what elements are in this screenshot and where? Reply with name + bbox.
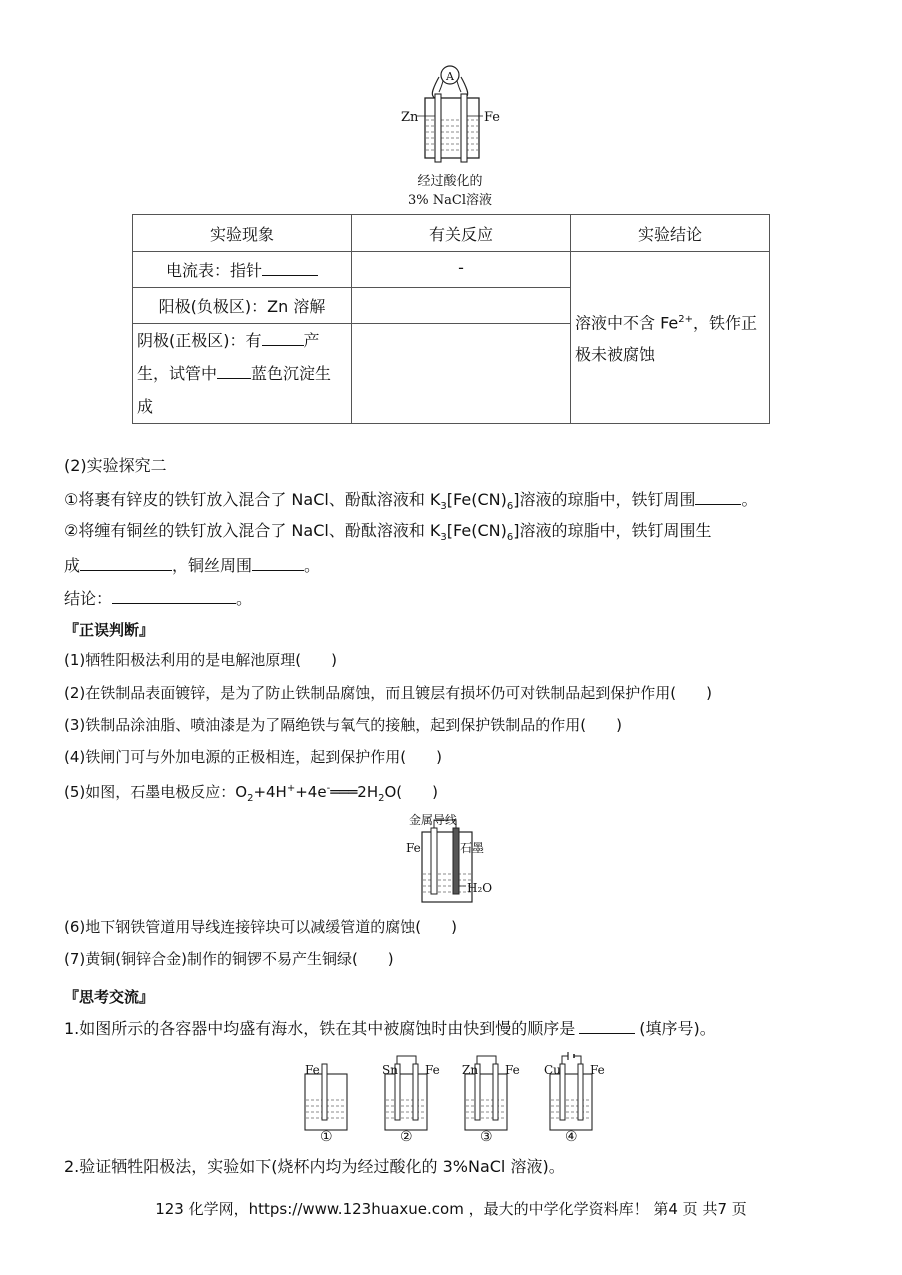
beaker4-number: ④ bbox=[565, 1129, 578, 1145]
metal-wire-label: 金属导线 bbox=[409, 813, 458, 827]
cathode-text-e: 成 bbox=[137, 397, 154, 416]
item2-sub1: 3 bbox=[440, 532, 447, 544]
beaker1-left-label: Fe bbox=[305, 1063, 320, 1077]
answer-blank bbox=[695, 488, 741, 505]
phenomenon-cell bbox=[133, 324, 352, 424]
explore2-title: (2)实验探究二 bbox=[64, 456, 167, 475]
item5-sup2: - bbox=[326, 783, 331, 794]
item5-a: (5)如图，石墨电极反应：O bbox=[64, 783, 248, 801]
beaker3-number: ③ bbox=[480, 1129, 493, 1145]
judge-item-2: (2)在铁制品表面镀锌，是为了防止铁制品腐蚀，而且镀层有损坏仍可对铁制品起到保护作用( ) bbox=[64, 684, 712, 702]
phenomenon-cell: 阳极(负极区)：Zn 溶解 bbox=[133, 288, 352, 324]
cathode-text-b: 产 bbox=[303, 331, 320, 350]
item1-text-c: ]溶液的琼脂中，铁钉周围 bbox=[513, 490, 696, 509]
item1-sub2: 6 bbox=[506, 501, 514, 513]
table-row bbox=[133, 252, 770, 288]
item5-e: O( ) bbox=[384, 783, 438, 801]
q1-text-a: 1.如图所示的各容器中均盛有海水，铁在其中被腐蚀时由快到慢的顺序是 bbox=[64, 1019, 576, 1038]
header-reaction: 有关反应 bbox=[352, 215, 571, 252]
reaction-cell: - bbox=[352, 252, 571, 288]
item5-c: +4e bbox=[295, 783, 327, 801]
judge-item-3: (3)铁制品涂油脂、喷油漆是为了隔绝铁与氧气的接触，起到保护铁制品的作用( ) bbox=[64, 716, 622, 734]
caption-line-1: 经过酸化的 bbox=[417, 174, 483, 189]
item5-sup1: + bbox=[286, 783, 296, 794]
beaker3-left-label: Zn bbox=[462, 1063, 479, 1077]
item1-end: 。 bbox=[741, 490, 758, 509]
conclusion-sup: 2+ bbox=[678, 313, 694, 325]
beaker1-number: ① bbox=[320, 1129, 333, 1145]
explore2-item2 bbox=[64, 521, 711, 548]
conclusion-cell bbox=[571, 252, 770, 424]
table-header-row bbox=[133, 215, 770, 252]
beaker4-left-label: Cu bbox=[544, 1063, 561, 1077]
item2-line2-b: ，铜丝周围 bbox=[172, 556, 253, 575]
beaker2-number: ② bbox=[400, 1129, 413, 1145]
water-label: H₂O bbox=[467, 881, 493, 895]
explore2-item1 bbox=[64, 488, 757, 517]
cathode-text-a: 阴极(正极区)：有 bbox=[137, 331, 262, 350]
item5-d: ═══2H bbox=[330, 783, 379, 801]
ammeter-label: A bbox=[446, 70, 454, 83]
item1-text-b: [Fe(CN) bbox=[446, 490, 507, 509]
judge-item-5 bbox=[64, 779, 438, 809]
judge-section-title: 『正误判断』 bbox=[64, 621, 155, 639]
page-footer: 123 化学网，https://www.123huaxue.com ，最大的中学化学资料库！ 第4 页 共7 页 bbox=[155, 1200, 747, 1218]
experiment-table bbox=[132, 214, 770, 424]
item2-line2-end: 。 bbox=[304, 556, 321, 575]
item2-text-a: ②将缠有铜丝的铁钉放入混合了 NaCl、酚酞溶液和 K bbox=[64, 521, 441, 540]
graphite-label: 石墨 bbox=[460, 841, 485, 855]
item2-text-b: [Fe(CN) bbox=[446, 521, 507, 540]
item5-sub2: 2 bbox=[378, 793, 385, 804]
judge-item-4: (4)铁闸门可与外加电源的正极相连，起到保护作用( ) bbox=[64, 748, 442, 766]
header-conclusion: 实验结论 bbox=[571, 215, 770, 252]
fe-electrode-label: Fe bbox=[484, 110, 501, 125]
answer-blank bbox=[80, 554, 172, 571]
header-phenomenon: 实验现象 bbox=[133, 215, 352, 252]
figure1-caption bbox=[390, 170, 510, 208]
conclusion-label: 结论： bbox=[64, 589, 113, 608]
answer-blank bbox=[217, 362, 251, 379]
cathode-text-d: 蓝色沉淀生 bbox=[251, 364, 332, 383]
reaction-cell bbox=[352, 288, 571, 324]
answer-blank bbox=[262, 259, 318, 276]
conclusion-text-a: 溶液中不含 Fe bbox=[575, 313, 679, 333]
answer-blank bbox=[252, 554, 304, 571]
beaker2-left-label: Sn bbox=[382, 1063, 398, 1077]
conclusion-text-b: ，铁作正 bbox=[693, 313, 758, 333]
ammeter-text: 电流表：指针 bbox=[165, 261, 262, 280]
beaker2-right-label: Fe bbox=[425, 1063, 440, 1077]
answer-blank bbox=[579, 1017, 635, 1034]
think-question-2: 2.验证牺牲阳极法，实验如下(烧杯内均为经过酸化的 3%NaCl 溶液)。 bbox=[64, 1157, 565, 1176]
beaker4-right-label: Fe bbox=[590, 1063, 605, 1077]
judge-item-6: (6)地下钢铁管道用导线连接锌块可以减缓管道的腐蚀( ) bbox=[64, 918, 457, 936]
item1-text-a: ①将裹有锌皮的铁钉放入混合了 NaCl、酚酞溶液和 K bbox=[64, 490, 441, 509]
explore2-conclusion bbox=[64, 587, 252, 609]
cathode-text-c: 生，试管中 bbox=[137, 364, 218, 383]
think-question-1 bbox=[64, 1017, 716, 1039]
item2-sub2: 6 bbox=[506, 532, 514, 544]
judge-item-1: (1)牺牲阳极法利用的是电解池原理( ) bbox=[64, 651, 337, 669]
beaker3-right-label: Fe bbox=[505, 1063, 520, 1077]
item2-text-c: ]溶液的琼脂中，铁钉周围生 bbox=[513, 521, 712, 540]
zn-electrode-label: Zn bbox=[401, 110, 419, 125]
think-section-title: 『思考交流』 bbox=[64, 988, 155, 1006]
item2-line2-a: 成 bbox=[64, 556, 81, 575]
conclusion-end: 。 bbox=[236, 589, 253, 608]
item1-sub1: 3 bbox=[440, 501, 447, 513]
explore2-item2-line2 bbox=[64, 554, 320, 576]
caption-line-2: 3% NaCl溶液 bbox=[408, 193, 492, 208]
judge-item-7: (7)黄铜(铜锌合金)制作的铜锣不易产生铜绿( ) bbox=[64, 950, 394, 968]
item5-sub: 2 bbox=[247, 793, 254, 804]
answer-blank bbox=[262, 329, 304, 346]
answer-blank bbox=[112, 587, 236, 604]
fig2-fe-label: Fe bbox=[406, 841, 421, 855]
item5-b: +4H bbox=[253, 783, 287, 801]
reaction-cell bbox=[352, 324, 571, 424]
conclusion-text-c: 极未被腐蚀 bbox=[575, 345, 656, 365]
q1-text-b: (填序号)。 bbox=[639, 1019, 716, 1038]
phenomenon-cell bbox=[133, 252, 352, 288]
